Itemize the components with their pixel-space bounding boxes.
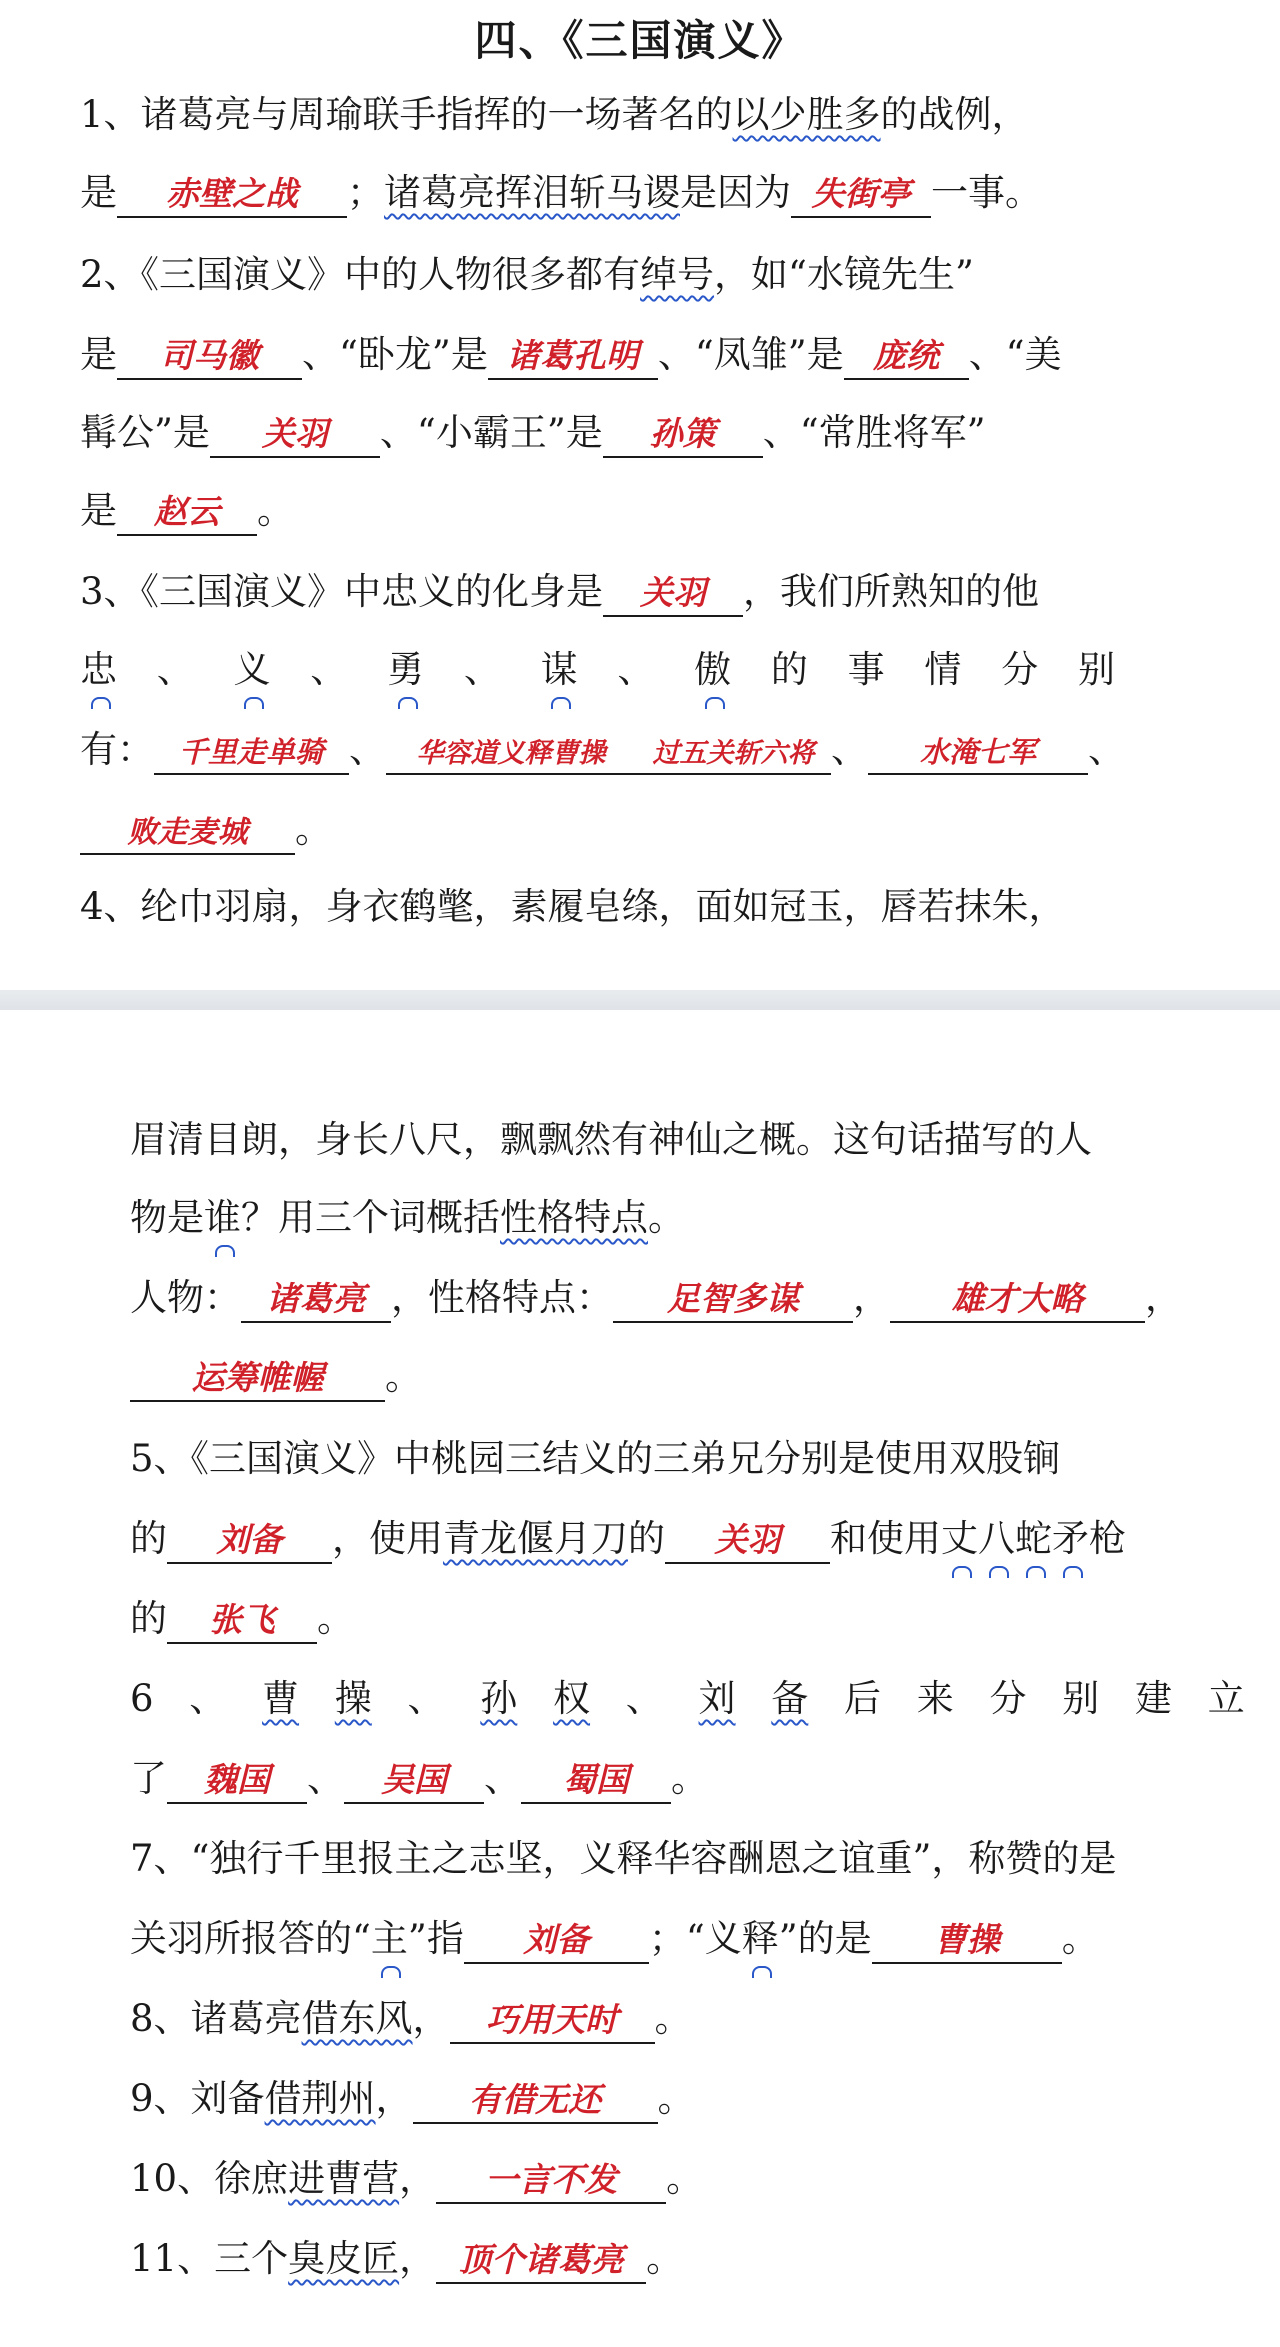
- emphasis-dot-char: 忠: [80, 645, 117, 695]
- wavy-underline: 青龙偃月刀: [443, 1517, 628, 1560]
- answer-blank: [167, 1756, 307, 1804]
- emphasis-dot-char: 谁: [204, 1193, 241, 1243]
- wavy-underline: 借东风: [301, 1997, 413, 2040]
- wavy-underline: 曹: [262, 1677, 300, 1720]
- handwritten-answer: 吴国: [381, 1760, 447, 1799]
- answer-blank: [872, 1916, 1062, 1964]
- answer-blank: [665, 1516, 830, 1564]
- q7-line-2: 关羽所报答的“主”指 刘备 ；“义释”的是 曹操 。: [130, 1914, 1099, 1964]
- answer-blank: [890, 1275, 1145, 1323]
- answer-blank: [117, 332, 302, 380]
- handwritten-answer: 刘备: [523, 1920, 590, 1959]
- answer-blank: [613, 1275, 853, 1323]
- q3-line-2: 忠 、 义 、 勇 、 谋 、 傲 的 事 情 分 别: [80, 645, 1115, 695]
- answer-blank: [117, 170, 347, 218]
- wavy-underline: 绰号: [640, 253, 715, 296]
- handwritten-answer: 关羽: [640, 573, 707, 612]
- answer-blank: [154, 727, 349, 775]
- handwritten-answer: 曹操: [933, 1920, 1000, 1959]
- answer-blank: [80, 807, 295, 855]
- q2-line-4: 是 赵云 。: [80, 486, 294, 536]
- handwritten-answer: 足智多谋: [667, 1279, 799, 1318]
- handwritten-answer: 千里走单骑: [178, 735, 324, 769]
- wavy-underline: 臭皮匠: [288, 2237, 400, 2280]
- q7-line-1: 7、“独行千里报主之志坚，义释华容酬恩之谊重”，称赞的是: [130, 1837, 1117, 1880]
- emphasis-dot-char: 蛇: [1015, 1514, 1052, 1564]
- q5-line-3: 的 张飞 。: [130, 1594, 354, 1644]
- q5-line-2: 的 刘备 ，使用青龙偃月刀的 关羽 和使用丈八蛇矛枪: [130, 1514, 1126, 1564]
- handwritten-answer: 诸葛孔明: [506, 336, 639, 375]
- handwritten-answer: 关羽: [261, 414, 328, 453]
- q4-line-3: 物是谁？用三个词概括性格特点。: [130, 1193, 685, 1243]
- emphasis-dot-char: 释: [742, 1914, 779, 1964]
- answer-blank: [868, 727, 1088, 775]
- handwritten-answer: 司马徽: [160, 336, 259, 375]
- q2-line-2: 是 司马徽 、“卧龙”是 诸葛孔明 、“凤雏”是 庞统 、“美: [80, 330, 1062, 380]
- page-break: [0, 990, 1280, 1010]
- emphasis-dot-char: 主: [371, 1914, 408, 1964]
- handwritten-answer: 水淹七军: [919, 735, 1036, 769]
- handwritten-answer: 雄才大略: [951, 1279, 1084, 1318]
- emphasis-dot-char: 勇: [387, 645, 424, 695]
- answer-blank: [344, 1756, 484, 1804]
- q1-line-2: 是 赤壁之战 ；诸葛亮挥泪斩马谡是因为 失街亭 一事。: [80, 168, 1042, 218]
- wavy-underline: 孙: [480, 1677, 518, 1720]
- handwritten-answer: 过五关斩六将: [652, 738, 815, 769]
- emphasis-dot-char: 丈: [941, 1514, 978, 1564]
- answer-blank: [436, 2156, 666, 2204]
- handwritten-answer: 败走麦城: [127, 815, 248, 850]
- wavy-underline: 性格特点: [500, 1196, 648, 1239]
- q1-line-1: 1、诸葛亮与周瑜联手指挥的一场著名的以少胜多的战例，: [80, 93, 1029, 136]
- q4-line-2: 眉清目朗，身长八尺，飘飘然有神仙之概。这句话描写的人: [130, 1118, 1092, 1161]
- answer-blank: [436, 2236, 646, 2284]
- emphasis-dot-char: 八: [978, 1514, 1015, 1564]
- wavy-underline: 诸葛亮挥泪斩马谡: [384, 171, 680, 214]
- answer-blank: [210, 410, 380, 458]
- handwritten-answer: 魏国: [204, 1760, 270, 1799]
- handwritten-answer: 一言不发: [485, 2160, 618, 2199]
- handwritten-answer: 顶个诸葛亮: [458, 2240, 624, 2279]
- answer-blank: [603, 410, 763, 458]
- answer-blank: [636, 727, 831, 775]
- q4-line-5: 运筹帷幄 。: [130, 1352, 422, 1402]
- q2-line-3: 髯公”是 关羽 、“小霸王”是 孙策 、“常胜将军”: [80, 408, 986, 458]
- wavy-underline: 进曹营: [288, 2157, 400, 2200]
- emphasis-dot-char: 义: [234, 645, 271, 695]
- answer-blank: [844, 332, 969, 380]
- answer-blank: [117, 488, 257, 536]
- wavy-underline: 刘: [698, 1677, 736, 1720]
- handwritten-answer: 孙策: [649, 414, 716, 453]
- handwritten-answer: 华容道义释曹操: [416, 738, 606, 769]
- answer-blank: [413, 2076, 658, 2124]
- q8-line: 8、诸葛亮借东风， 巧用天时 。: [130, 1994, 692, 2044]
- q11-line: 11、三个臭皮匠， 顶个诸葛亮 。: [130, 2234, 683, 2284]
- q3-line-3: 有： 千里走单骑 、 华容道义释曹操 过五关斩六将 、 水淹七军 、: [80, 725, 1125, 775]
- answer-blank: [488, 332, 658, 380]
- answer-blank: [450, 1996, 655, 2044]
- worksheet-page-1: [0, 0, 1280, 990]
- answer-blank: [130, 1354, 385, 1402]
- answer-blank: [241, 1275, 391, 1323]
- q9-line: 9、刘备借荆州， 有借无还 。: [130, 2074, 695, 2124]
- answer-blank: [167, 1596, 317, 1644]
- handwritten-answer: 关羽: [714, 1520, 781, 1559]
- emphasis-dot-char: 谋: [541, 645, 578, 695]
- answer-blank: [791, 170, 931, 218]
- answer-blank: [386, 727, 636, 775]
- handwritten-answer: 失街亭: [811, 174, 911, 213]
- handwritten-answer: 运筹帷幄: [191, 1358, 324, 1397]
- handwritten-answer: 庞统: [873, 336, 940, 375]
- section-title: 四、《三国演义》: [474, 16, 806, 65]
- q4-line-4: 人物： 诸葛亮 ，性格特点： 足智多谋 ， 雄才大略 ，: [130, 1273, 1182, 1323]
- q2-line-1: 2、《三国演义》中的人物很多都有绰号，如“水镜先生”: [80, 253, 974, 296]
- emphasis-dot-char: 矛: [1052, 1514, 1089, 1564]
- q10-line: 10、徐庶进曹营， 一言不发 。: [130, 2154, 703, 2204]
- q6-line-1: 6 、 曹 操 、 孙 权 、 刘 备 后 来 分 别 建 立: [130, 1674, 1245, 1724]
- answer-blank: [167, 1516, 332, 1564]
- handwritten-answer: 张飞: [209, 1600, 275, 1639]
- wavy-underline: 备: [771, 1677, 809, 1720]
- answer-blank: [464, 1916, 649, 1964]
- q3-line-1: 3、《三国演义》中忠义的化身是 关羽 ，我们所熟知的他: [80, 567, 1039, 617]
- emphasis-dot-char: 傲: [694, 645, 731, 695]
- q3-line-4: 败走麦城 。: [80, 805, 332, 855]
- wavy-underline: 操: [334, 1677, 372, 1720]
- handwritten-answer: 诸葛亮: [266, 1279, 366, 1318]
- answer-blank: [603, 569, 743, 617]
- handwritten-answer: 赤壁之战: [166, 174, 298, 213]
- answer-blank: [521, 1756, 671, 1804]
- handwritten-answer: 赵云: [154, 492, 220, 531]
- wavy-underline: 权: [553, 1677, 591, 1720]
- q5-line-1: 5、《三国演义》中桃园三结义的三弟兄分别是使用双股锏: [130, 1437, 1061, 1480]
- handwritten-answer: 有借无还: [469, 2080, 602, 2119]
- handwritten-answer: 巧用天时: [486, 2000, 619, 2039]
- handwritten-answer: 蜀国: [563, 1760, 629, 1799]
- q6-line-2: 了 魏国 、 吴国 、 蜀国 。: [130, 1754, 708, 1804]
- wavy-underline: 以少胜多: [732, 93, 881, 136]
- wavy-underline: 借荆州: [264, 2077, 376, 2120]
- q4-line-1: 4、纶巾羽扇，身衣鹤氅，素履皂绦，面如冠玉，唇若抹朱，: [80, 885, 1066, 928]
- worksheet-page-2: [0, 1010, 1280, 2347]
- handwritten-answer: 刘备: [216, 1520, 283, 1559]
